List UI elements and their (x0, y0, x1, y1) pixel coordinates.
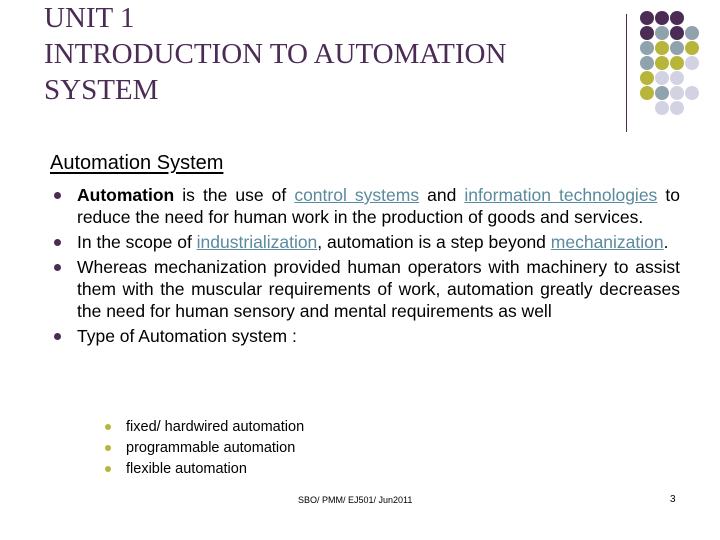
decorative-dot (655, 41, 669, 55)
decorative-dot (670, 71, 684, 85)
decorative-dot (655, 101, 669, 115)
decorative-dot (640, 41, 654, 55)
decorative-dot (640, 86, 654, 100)
decorative-dot (670, 86, 684, 100)
page-number: 3 (670, 494, 676, 505)
decorative-dot (685, 41, 699, 55)
bullet-text: . (663, 232, 669, 252)
decorative-dot (640, 71, 654, 85)
decorative-dot (685, 26, 699, 40)
decorative-dot (670, 11, 684, 25)
section-heading: Automation System (50, 152, 224, 174)
decorative-dot (655, 26, 669, 40)
bullet-text: is the use of (174, 185, 295, 205)
title-line-1: UNIT 1 (44, 2, 135, 34)
decorative-dot (640, 56, 654, 70)
term-automation: Automation (77, 185, 175, 205)
slide-footer: SBO/ PMM/ EJ501/ Jun2011 (298, 495, 413, 505)
decorative-divider (626, 14, 627, 132)
bullet-item-scope (52, 231, 680, 253)
decorative-dot (670, 56, 684, 70)
title-line-3: SYSTEM (44, 74, 159, 106)
decorative-dot (685, 86, 699, 100)
link-industrialization[interactable]: industrialization (196, 232, 318, 252)
decorative-dot (655, 86, 669, 100)
decorative-dot (685, 56, 699, 70)
bullet-item-definition (52, 184, 680, 228)
bullet-text: , automation is a step beyond (317, 232, 551, 252)
decorative-dot (670, 26, 684, 40)
decorative-dot (655, 71, 669, 85)
link-control-systems[interactable]: control systems (294, 185, 420, 205)
bullet-item-comparison: Whereas mechanization provided human operators with machinery to assist them with the muscular requirements of work, automation greatly decreases the need for human sensory and mental requirements as well (52, 256, 680, 322)
bullet-text: and (419, 185, 465, 205)
decorative-dot (655, 11, 669, 25)
decorative-dot (670, 41, 684, 55)
decorative-dot-grid (640, 11, 720, 121)
automation-types-list (104, 417, 304, 480)
decorative-dot (640, 11, 654, 25)
sub-bullet-flexible: flexible automation (104, 459, 304, 480)
sub-bullet-programmable: programmable automation (104, 438, 304, 459)
sub-bullet-fixed: fixed/ hardwired automation (104, 417, 304, 438)
decorative-dot (670, 101, 684, 115)
link-information-technologies[interactable]: information technologies (464, 185, 658, 205)
bullet-text: In the scope of (77, 232, 197, 252)
bullet-text: to reduce the need for human work in the production of goods and services. (77, 185, 680, 227)
decorative-dot (655, 56, 669, 70)
decorative-dot (640, 26, 654, 40)
slide-title (44, 0, 604, 108)
title-line-2: INTRODUCTION TO AUTOMATION (44, 38, 507, 70)
bullet-list (52, 184, 680, 350)
link-mechanization[interactable]: mechanization (550, 232, 664, 252)
bullet-item-types: Type of Automation system : (52, 325, 680, 347)
